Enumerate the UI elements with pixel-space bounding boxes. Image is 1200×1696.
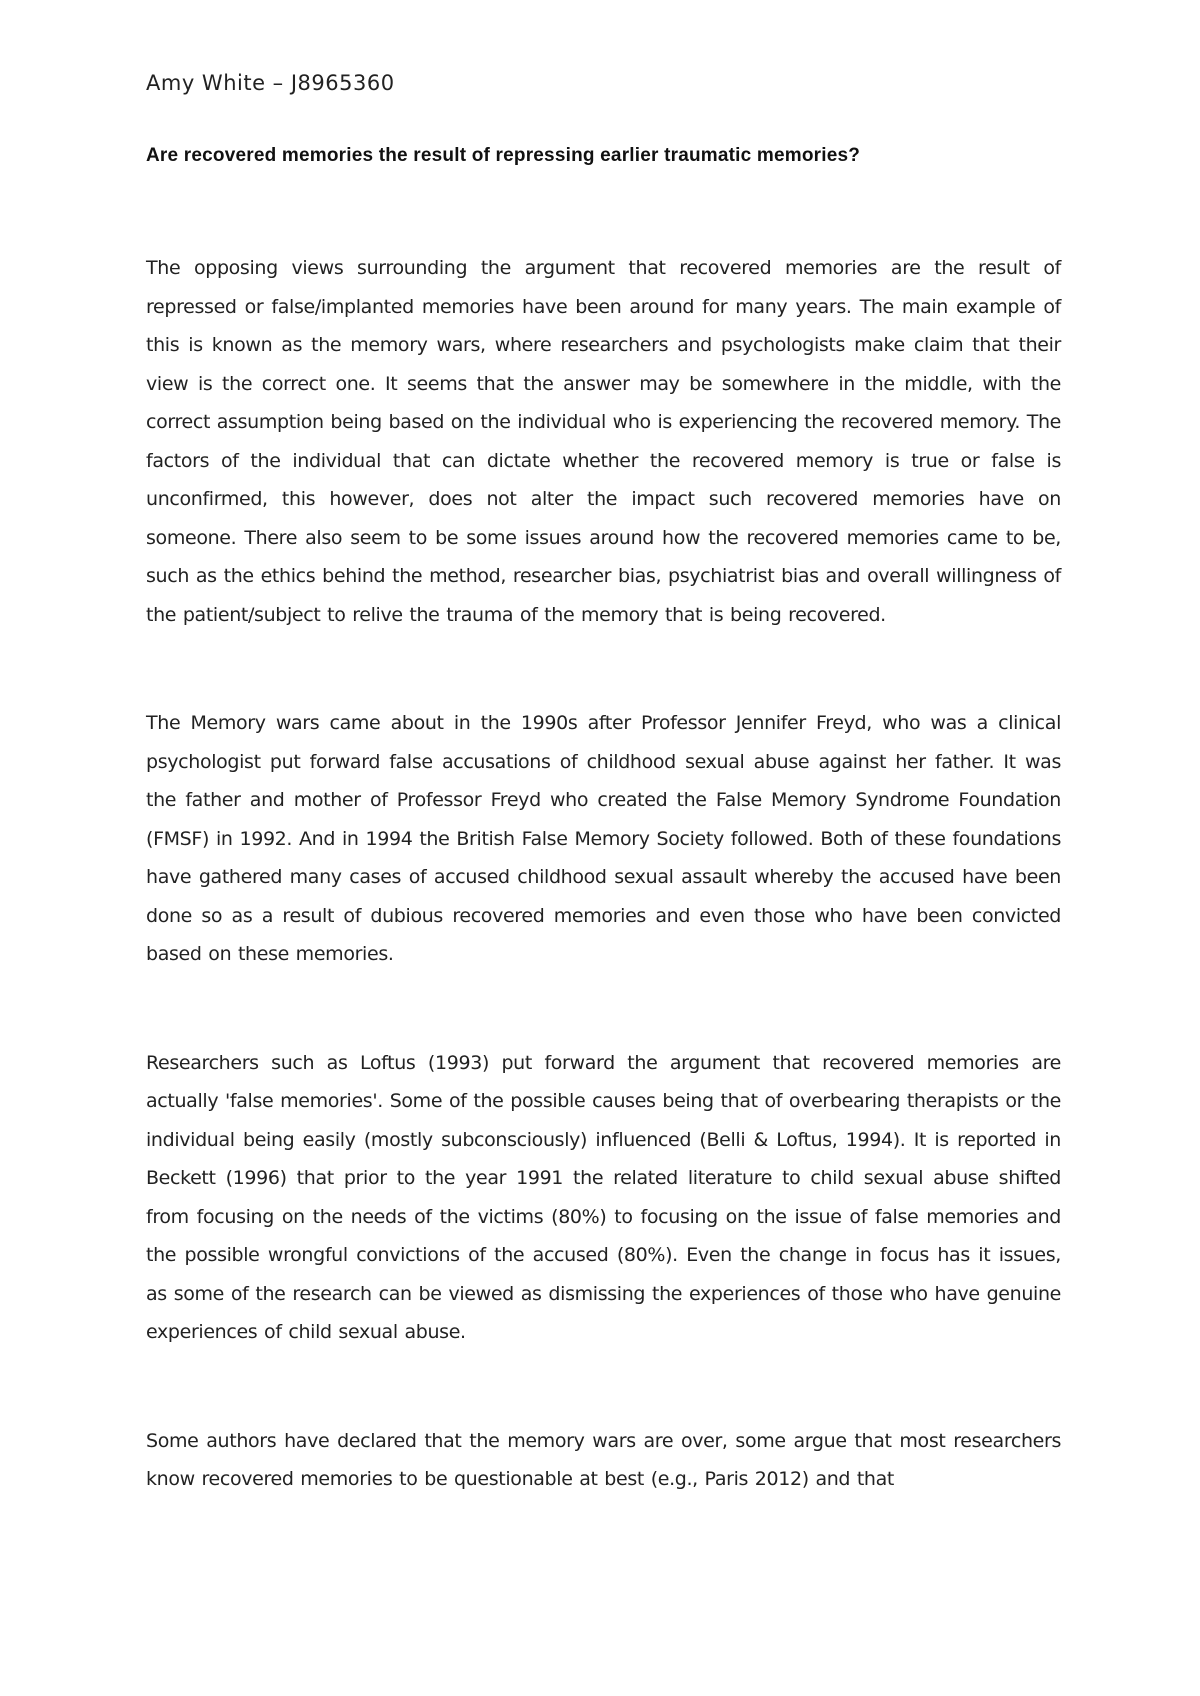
document-body xyxy=(146,68,1061,1499)
author-line: Amy White – J8965360 xyxy=(146,71,395,95)
paragraph-3: Researchers such as Loftus (1993) put forward the argument that recovered memories are actually 'false memories'. Some of the possible causes being that of overbearing therapists or the individual being easily (mostly subconsciously) influenced (Belli & Loftus, 1994). It is reported in Beckett (1996) that prior to the year 1991 the related literature to child sexual abuse shifted from focusing on the needs of the victims (80%) to focusing on the issue of false memories and the possible wrongful convictions of the accused (80%). Even the change in focus has it issues, as some of the research can be viewed as dismissing the experiences of those who have genuine experiences of child sexual abuse. xyxy=(146,1051,1061,1343)
paragraph-2: The Memory wars came about in the 1990s after Professor Jennifer Freyd, who was a clinical psychologist put forward false accusations of childhood sexual abuse against her father. It was the father and mother of Professor Freyd who created the False Memory Syndrome Foundation (FMSF) in 1992. And in 1994 the British False Memory Society followed. Both of these foundations have gathered many cases of accused childhood sexual assault whereby the accused have been done so as a result of dubious recovered memories and even those who have been convicted based on these memories. xyxy=(146,712,1061,965)
paragraph-4: Some authors have declared that the memory wars are over, some argue that most researchers know recovered memories to be questionable at best (e.g., Paris 2012) and that xyxy=(146,1429,1061,1490)
paragraph-1: The opposing views surrounding the argument that recovered memories are the result of repressed or false/implanted memories have been around for many years. The main example of this is known as the memory wars, where researchers and psychologists make claim that their view is the correct one. It seems that the answer may be somewhere in the middle, with the correct assumption being based on the individual who is experiencing the recovered memory. The factors of the individual that can dictate whether the recovered memory is true or false is unconfirmed, this however, does not alter the impact such recovered memories have on someone. There also seem to be some issues around how the recovered memories came to be, such as the ethics behind the method, researcher bias, psychiatrist bias and overall willingness of the patient/subject to relive the trauma of the memory that is being recovered. xyxy=(146,257,1061,626)
document-title: Are recovered memories the result of repressing earlier traumatic memories? xyxy=(146,145,861,166)
